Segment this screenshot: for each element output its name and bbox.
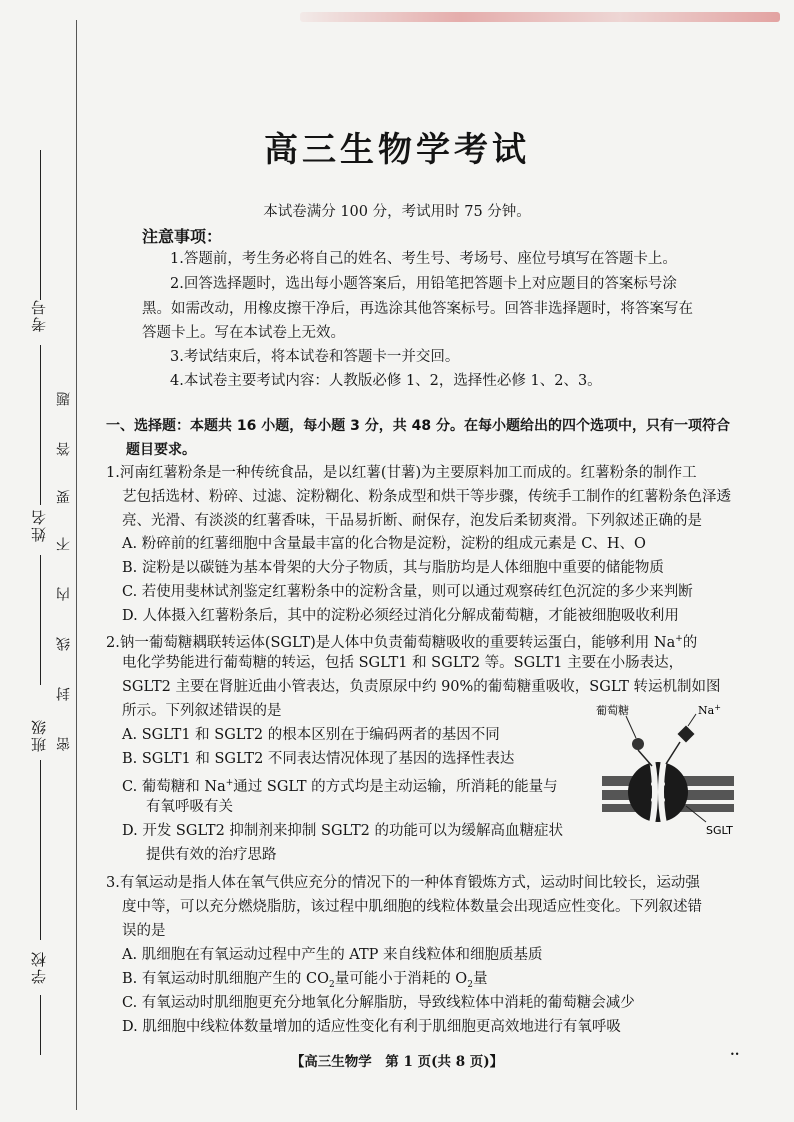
sodium-label-sup: +: [714, 703, 721, 712]
q2-option-c-cont: 有氧呼吸有关: [146, 799, 233, 815]
glucose-path: [638, 750, 652, 766]
seal-char: 要: [56, 488, 72, 504]
sglt-diagram: [588, 698, 748, 838]
seal-char: 答: [56, 440, 72, 456]
q3-stem: 误的是: [122, 923, 166, 939]
sodium-ion: [678, 726, 695, 743]
school-label: 学校: [30, 950, 48, 984]
page-title: 高三生物学考试: [264, 130, 530, 170]
q3-option-b-text: B. 有氧运动时肌细胞产生的 CO: [122, 971, 329, 987]
seal-char: 线: [56, 635, 72, 651]
binding-site: [659, 797, 665, 803]
q2-option-c: [122, 772, 558, 798]
header-stamp: [300, 12, 780, 22]
sodium-label: [698, 703, 721, 717]
exam-info: 本试卷满分 100 分，考试用时 75 分钟。: [263, 204, 531, 220]
binding-site: [659, 781, 665, 787]
name-label: 姓名: [30, 508, 48, 542]
section-heading-cont: 题目要求。: [126, 442, 196, 458]
binding-line: [40, 760, 41, 940]
q1-stem: 1.河南红薯粉条是一种传统食品，是以红薯(甘薯)为主要原料加工而成的。红薯粉条的制作工: [106, 465, 697, 481]
q2-stem-text: 的: [682, 634, 698, 651]
sodium-path: [666, 742, 680, 764]
transport-channel: [661, 760, 664, 824]
glucose-label: 葡萄糖: [596, 704, 629, 717]
q1-stem: 亮、光滑、有淡淡的红薯香味，干品易折断、耐保存，泡发后柔韧爽滑。下列叙述正确的是: [122, 513, 702, 529]
binding-site: [651, 781, 657, 787]
label-leader: [626, 716, 636, 738]
section-heading: 一、选择题：本题共 16 小题，每小题 3 分，共 48 分。在每小题给出的四个选项中，只有一项符合: [106, 418, 730, 434]
sglt-figure: [588, 698, 748, 838]
subscript-2: 2: [467, 979, 473, 990]
seal-char: 密: [56, 735, 72, 751]
exam-no-label: 考号: [30, 298, 48, 332]
binding-line: [40, 150, 41, 300]
glucose-molecule: [632, 738, 644, 750]
class-label: 班级: [30, 718, 48, 752]
q2-option-c-text: 通过 SGLT 的方式均是主动运输，所消耗的能量与: [233, 778, 558, 795]
q3-option-c: C. 有氧运动时肌细胞更充分地氧化分解脂肪，导致线粒体中消耗的葡萄糖会减少: [122, 995, 635, 1011]
q3-option-b-text: 量可能小于消耗的 O: [334, 971, 468, 987]
seal-line: [76, 20, 77, 1110]
seal-char: 封: [56, 685, 72, 701]
notice-line: 1.答题前，考生务必将自己的姓名、考生号、考场号、座位号填写在答题卡上。: [170, 251, 677, 267]
q2-stem: [106, 628, 697, 654]
notice-line: 2.回答选择题时，选出每小题答案后，用铅笔把答题卡上对应题目的答案标号涂: [170, 276, 677, 292]
seal-char: 内: [56, 585, 72, 601]
sglt-label: SGLT: [706, 824, 733, 837]
seal-char: 题: [56, 390, 72, 406]
binding-line: [40, 555, 41, 685]
q1-option-d: D. 人体摄入红薯粉条后，其中的淀粉必须经过消化分解成葡萄糖，才能被细胞吸收利用: [122, 608, 679, 624]
notice-line: 黑。如需改动，用橡皮擦干净后，再选涂其他答案标号。回答非选择题时，将答案写在: [142, 301, 693, 317]
transport-channel: [652, 760, 655, 824]
binding-line: [40, 345, 41, 505]
q1-option-a: A. 粉碎前的红薯细胞中含量最丰富的化合物是淀粉，淀粉的组成元素是 C、H、O: [122, 536, 646, 552]
notice-line: 3.考试结束后，将本试卷和答题卡一并交回。: [170, 349, 460, 365]
q2-stem: 所示。下列叙述错误的是: [122, 703, 282, 719]
label-leader: [688, 714, 696, 726]
q2-option-d-cont: 提供有效的治疗思路: [146, 847, 277, 863]
page-footer: 【高三生物学 第 1 页(共 8 页)】: [290, 1054, 504, 1070]
binding-line: [40, 995, 41, 1055]
notice-heading: 注意事项：: [142, 227, 223, 246]
q3-stem: 3.有氧运动是指人体在氧气供应充分的情况下的一种体育锻炼方式，运动时间比较长，运动强: [106, 875, 700, 891]
q2-option-a: A. SGLT1 和 SGLT2 的根本区别在于编码两者的基因不同: [122, 727, 500, 743]
subscript-2: 2: [328, 979, 335, 990]
q2-stem: SGLT2 主要在肾脏近曲小管表达，负责原尿中约 90%的葡萄糖重吸收，SGLT 转运机制如图: [122, 679, 721, 695]
q1-option-b: B. 淀粉是以碳链为基本骨架的大分子物质，其与脂肪均是人体细胞中重要的储能物质: [122, 560, 664, 576]
q2-stem-text: 2.钠一葡萄糖耦联转运体(SGLT)是人体中负责葡萄糖吸收的重要转运蛋白，能够利用 Na: [106, 634, 676, 651]
q1-option-c: C. 若使用斐林试剂鉴定红薯粉条中的淀粉含量，则可以通过观察砖红色沉淀的多少来判断: [122, 584, 693, 600]
superscript-plus: +: [675, 634, 683, 644]
sodium-label-text: Na: [698, 704, 715, 717]
seal-char: 不: [56, 535, 72, 551]
q3-option-d: D. 肌细胞中线粒体数量增加的适应性变化有利于肌细胞更高效地进行有氧呼吸: [122, 1019, 621, 1035]
q2-stem: 电化学势能进行葡萄糖的转运，包括 SGLT1 和 SGLT2 等。SGLT1 主要在小肠表达，: [122, 655, 684, 671]
q1-stem: 艺包括选材、粉碎、过滤、淀粉糊化、粉条成型和烘干等步骤，传统手工制作的红薯粉条色泽透: [122, 489, 731, 505]
q3-option-a: A. 肌细胞在有氧运动过程中产生的 ATP 来自线粒体和细胞质基质: [122, 947, 543, 963]
notice-line: 答题卡上。写在本试卷上无效。: [142, 325, 345, 341]
q3-option-b-text: 量: [472, 971, 488, 987]
q2-option-c-text: C. 葡萄糖和 Na: [122, 778, 226, 795]
q2-option-d: D. 开发 SGLT2 抑制剂来抑制 SGLT2 的功能可以为缓解高血糖症状: [122, 823, 563, 839]
q3-stem: 度中等，可以充分燃烧脂肪，该过程中肌细胞的线粒体数量会出现适应性变化。下列叙述错: [122, 899, 702, 915]
superscript-plus: +: [225, 778, 234, 788]
binding-site: [651, 797, 657, 803]
q2-option-b: B. SGLT1 和 SGLT2 不同表达情况体现了基因的选择性表达: [122, 751, 515, 767]
footer-mark: ••: [730, 1050, 740, 1059]
notice-line: 4.本试卷主要考试内容：人教版必修 1、2，选择性必修 1、2、3。: [170, 373, 602, 389]
